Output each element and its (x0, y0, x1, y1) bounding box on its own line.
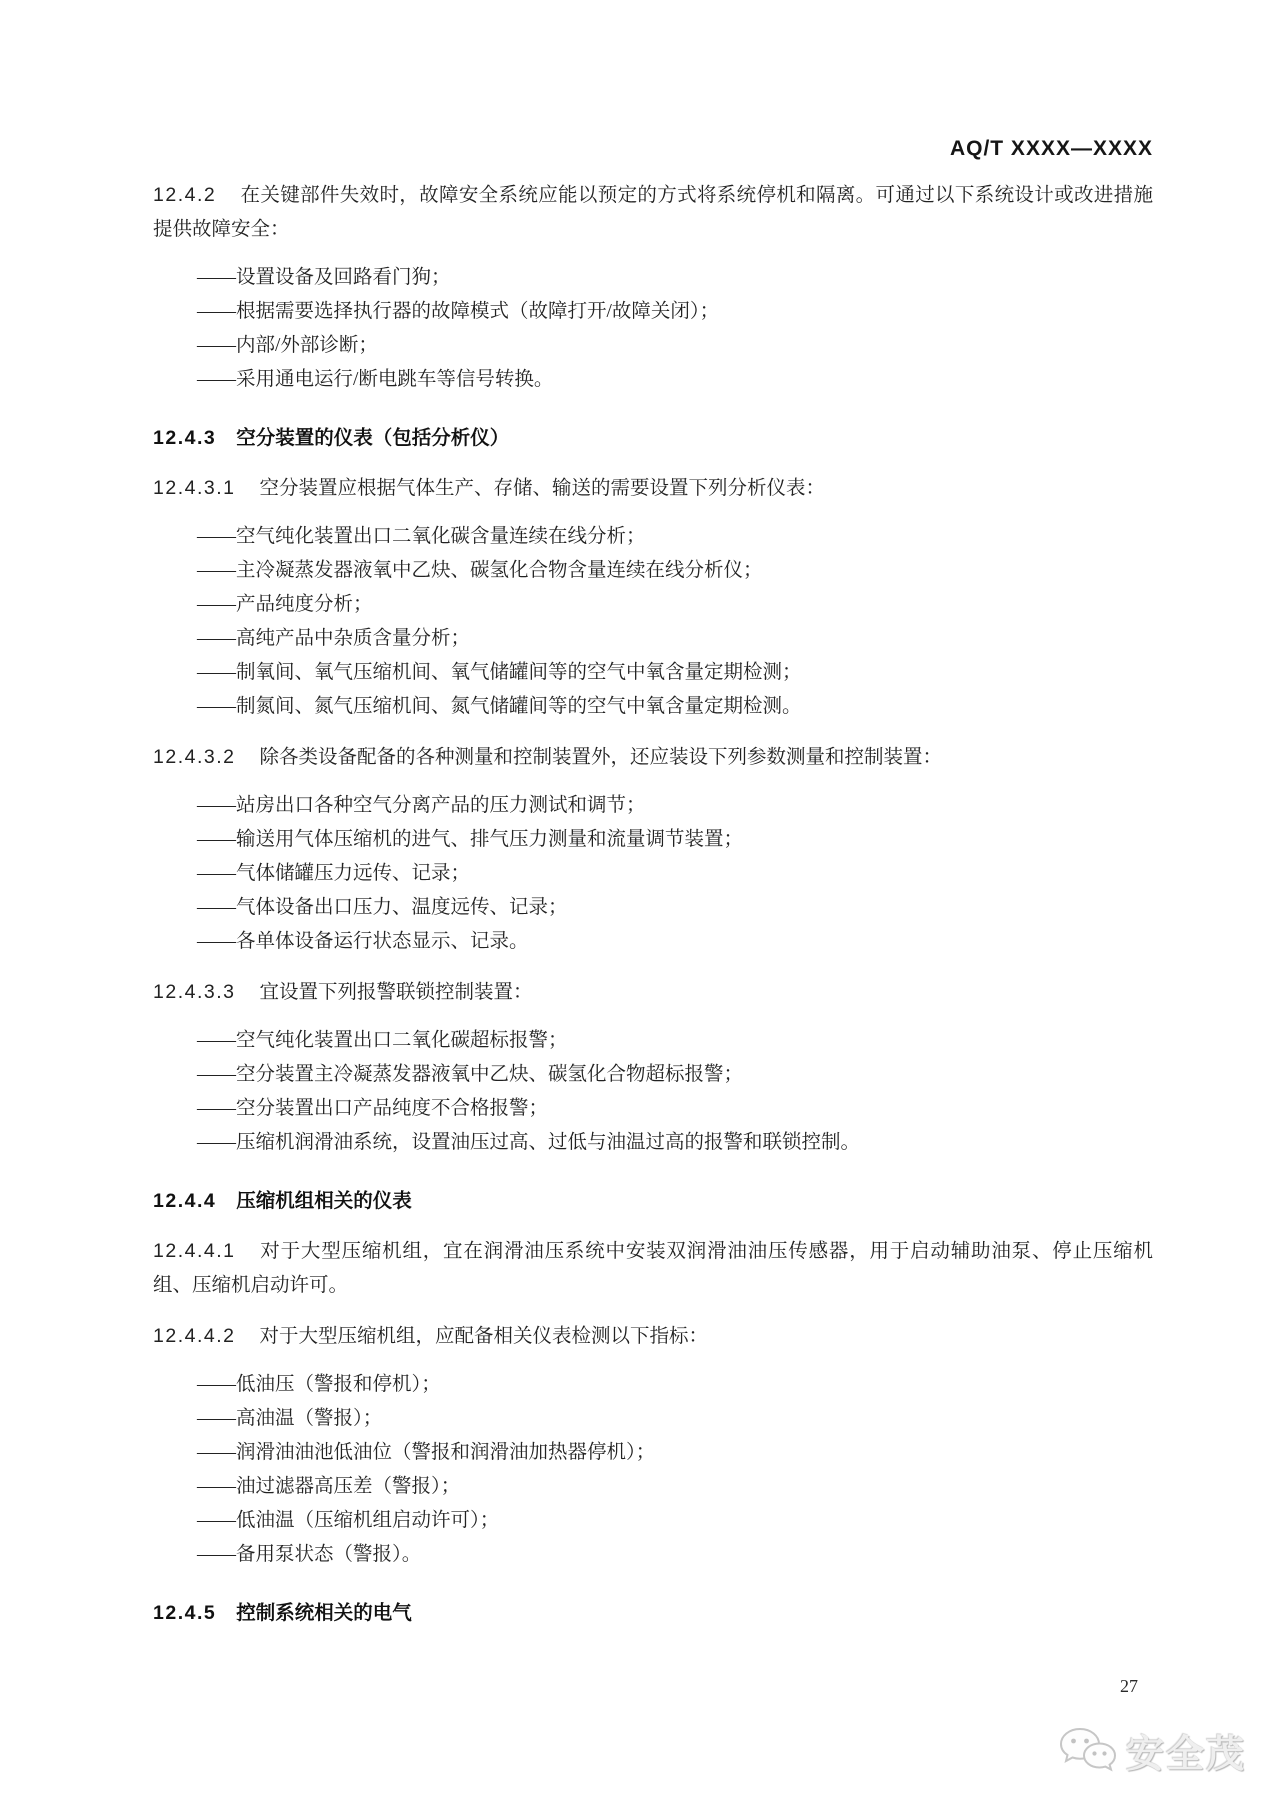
section-number: 12.4.5 (153, 1602, 217, 1624)
section-number: 12.4.3 (153, 427, 217, 449)
dash-list-item: ——采用通电运行/断电跳车等信号转换。 (197, 369, 554, 390)
paragraph-text: 对于大型压缩机组，应配备相关仪表检测以下指标： (259, 1326, 708, 1347)
section-number: 12.4.3.1 (153, 477, 236, 499)
dash-list (153, 789, 1153, 959)
section-paragraph (153, 975, 1153, 1010)
dash-list (153, 520, 1153, 724)
dash-list-item: ——各单体设备运行状态显示、记录。 (197, 931, 529, 952)
dash-list-item: ——气体设备出口压力、温度远传、记录； (197, 897, 568, 918)
section-number: 12.4.4.1 (153, 1240, 236, 1262)
dash-list-item: ——高油温（警报）； (197, 1408, 383, 1429)
section-number: 12.4.2 (153, 184, 217, 206)
dash-list (153, 261, 1153, 397)
section-number: 12.4.3.2 (153, 746, 236, 768)
dash-list (153, 1024, 1153, 1160)
section-paragraph (153, 1234, 1153, 1303)
paragraph-text: 在关键部件失效时，故障安全系统应能以预定的方式将系统停机和隔离。可通过以下系统设计或改进措施提供故障安全： (153, 185, 1153, 240)
section-paragraph (153, 740, 1153, 775)
dash-list-item: ——内部/外部诊断； (197, 335, 378, 356)
dash-list-item: ——空分装置主冷凝蒸发器液氧中乙炔、碳氢化合物超标报警； (197, 1064, 744, 1085)
dash-list-item: ——备用泵状态（警报）。 (197, 1544, 422, 1565)
paragraph-text: 空分装置应根据气体生产、存储、输送的需要设置下列分析仪表： (259, 478, 825, 499)
dash-list-item: ——空气纯化装置出口二氧化碳含量连续在线分析； (197, 526, 646, 547)
document-header: AQ/T XXXX—XXXX (949, 137, 1153, 160)
paragraph-text: 对于大型压缩机组，宜在润滑油压系统中安装双润滑油油压传感器，用于启动辅助油泵、停止压缩机组、压缩机启动许可。 (153, 1241, 1153, 1296)
section-number: 12.4.4.2 (153, 1325, 236, 1347)
section-title: 控制系统相关的电气 (236, 1602, 412, 1624)
dash-list-item: ——油过滤器高压差（警报）； (197, 1476, 461, 1497)
dash-list-item: ——设置设备及回路看门狗； (197, 267, 451, 288)
page-number: 27 (1120, 1676, 1138, 1696)
section-title: 压缩机组相关的仪表 (236, 1190, 412, 1212)
section-paragraph (153, 471, 1153, 506)
dash-list-item: ——产品纯度分析； (197, 594, 373, 615)
watermark (1058, 1723, 1246, 1778)
section-number: 12.4.4 (153, 1190, 217, 1212)
dash-list-item: ——空气纯化装置出口二氧化碳超标报警； (197, 1030, 568, 1051)
paragraph-text: 宜设置下列报警联锁控制装置： (259, 982, 533, 1003)
section-number: 12.4.3.3 (153, 981, 236, 1003)
dash-list-item: ——低油压（警报和停机）； (197, 1374, 441, 1395)
dash-list-item: ——站房出口各种空气分离产品的压力测试和调节； (197, 795, 646, 816)
watermark-text: 安全茂 (1125, 1734, 1246, 1776)
section-paragraph (153, 178, 1153, 247)
section-title: 空分装置的仪表（包括分析仪） (236, 427, 510, 449)
dash-list-item: ——压缩机润滑油系统，设置油压过高、过低与油温过高的报警和联锁控制。 (197, 1132, 861, 1153)
dash-list (153, 1368, 1153, 1572)
section-paragraph (153, 1319, 1153, 1354)
section-heading (153, 1184, 1153, 1218)
dash-list-item: ——低油温（压缩机组启动许可）； (197, 1510, 500, 1531)
dash-list-item: ——主冷凝蒸发器液氧中乙炔、碳氢化合物含量连续在线分析仪； (197, 560, 763, 581)
dash-list-item: ——润滑油油池低油位（警报和润滑油加热器停机）； (197, 1442, 656, 1463)
dash-list-item: ——气体储罐压力远传、记录； (197, 863, 471, 884)
document-body (153, 178, 1153, 1630)
dash-list-item: ——高纯产品中杂质含量分析； (197, 628, 471, 649)
section-heading (153, 1596, 1153, 1630)
wechat-logo-icon (1058, 1726, 1116, 1776)
dash-list-item: ——根据需要选择执行器的故障模式（故障打开/故障关闭）； (197, 301, 720, 322)
dash-list-item: ——制氮间、氮气压缩机间、氮气储罐间等的空气中氧含量定期检测。 (197, 696, 802, 717)
dash-list-item: ——空分装置出口产品纯度不合格报警； (197, 1098, 549, 1119)
section-heading (153, 421, 1153, 455)
dash-list-item: ——制氧间、氧气压缩机间、氧气储罐间等的空气中氧含量定期检测； (197, 662, 802, 683)
dash-list-item: ——输送用气体压缩机的进气、排气压力测量和流量调节装置； (197, 829, 744, 850)
paragraph-text: 除各类设备配备的各种测量和控制装置外，还应装设下列参数测量和控制装置： (259, 747, 942, 768)
